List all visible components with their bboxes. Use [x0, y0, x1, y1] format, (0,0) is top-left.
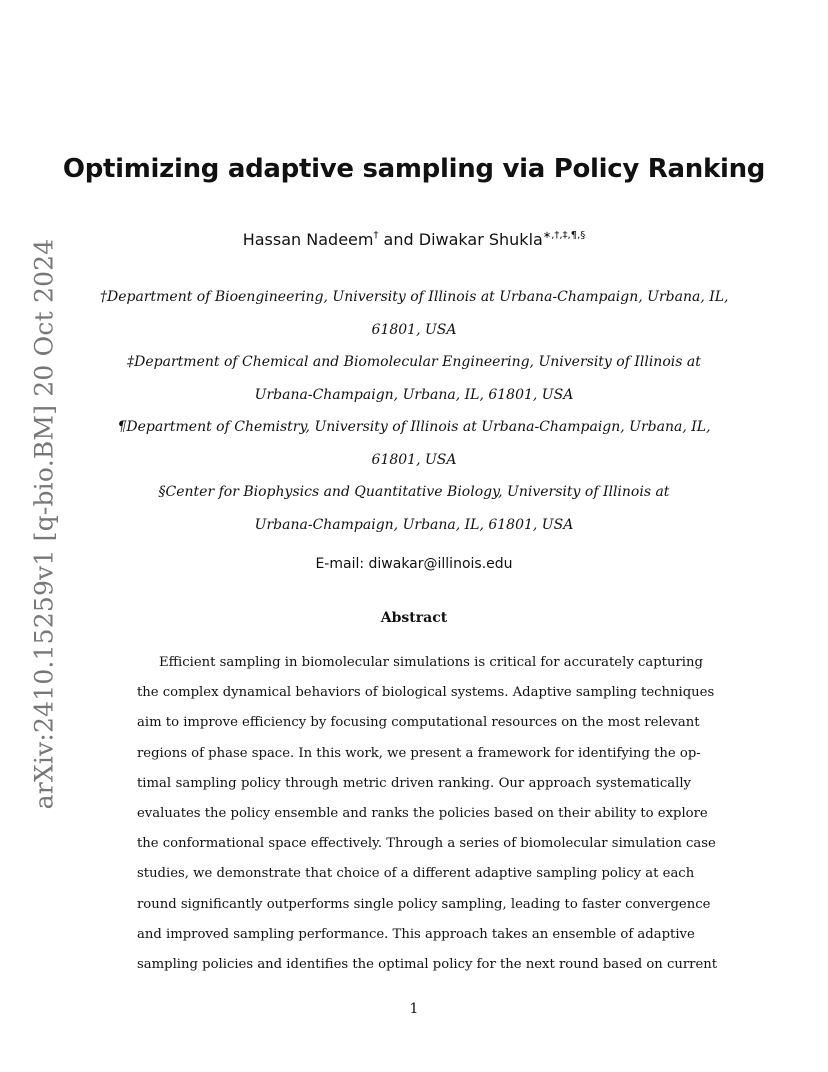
affiliation-line: Urbana-Champaign, Urbana, IL, 61801, USA [254, 516, 574, 533]
abstract-line: timal sampling policy through metric driven ranking. Our approach systematically [137, 775, 691, 791]
affiliations-block [100, 281, 728, 541]
affiliation-line: ‡Department of Chemical and Biomolecular Engineering, University of Illinois at [127, 354, 701, 370]
affiliation-line: 61801, USA [371, 451, 457, 468]
author-affiliation-marks: † [373, 230, 379, 241]
abstract-line: and improved sampling performance. This approach takes an ensemble of adaptive [137, 926, 695, 942]
abstract-line: the complex dynamical behaviors of biological systems. Adaptive sampling techniques [137, 685, 715, 701]
affiliation-line: 61801, USA [371, 321, 457, 338]
abstract-heading: Abstract [380, 610, 448, 626]
abstract-line: studies, we demonstrate that choice of a different adaptive sampling policy at each [137, 866, 695, 882]
author-name: Hassan Nadeem [242, 230, 374, 249]
contact-email: E-mail: diwakar@illinois.edu [315, 556, 513, 572]
abstract-line: Efficient sampling in biomolecular simulations is critical for accurately capturing [159, 655, 703, 670]
affiliation-line: ¶Department of Chemistry, University of Illinois at Urbana-Champaign, Urbana, IL, [117, 419, 711, 435]
page-number: 1 [409, 1001, 419, 1017]
abstract-line: sampling policies and identifies the optimal policy for the next round based on current [137, 956, 718, 972]
affiliation-line: Urbana-Champaign, Urbana, IL, 61801, USA [254, 386, 574, 403]
abstract-line: the conformational space effectively. Through a series of biomolecular simulation case [137, 836, 716, 852]
abstract-line: round significantly outperforms single policy sampling, leading to faster convergence [137, 896, 711, 912]
paper-title: Optimizing adaptive sampling via Policy Ranking [62, 154, 766, 184]
author-connector: and [378, 230, 419, 249]
author-affiliation-marks: ∗,†,‡,¶,§ [542, 230, 586, 241]
arxiv-identifier-stamp: arXiv:2410.15259v1 [q-bio.BM] 20 Oct 2024 [29, 238, 59, 810]
abstract-line: aim to improve efficiency by focusing computational resources on the most relevant [137, 715, 700, 731]
author-list [0, 230, 828, 249]
abstract-body [137, 648, 718, 980]
affiliation-line: †Department of Bioengineering, University of Illinois at Urbana-Champaign, Urbana, IL, [100, 289, 729, 305]
abstract-line: regions of phase space. In this work, we present a framework for identifying the op- [137, 745, 701, 761]
author-name: Diwakar Shukla [418, 230, 543, 249]
affiliation-line: §Center for Biophysics and Quantitative Biology, University of Illinois at [158, 484, 670, 500]
abstract-line: evaluates the policy ensemble and ranks the policies based on their ability to explore [137, 805, 708, 821]
